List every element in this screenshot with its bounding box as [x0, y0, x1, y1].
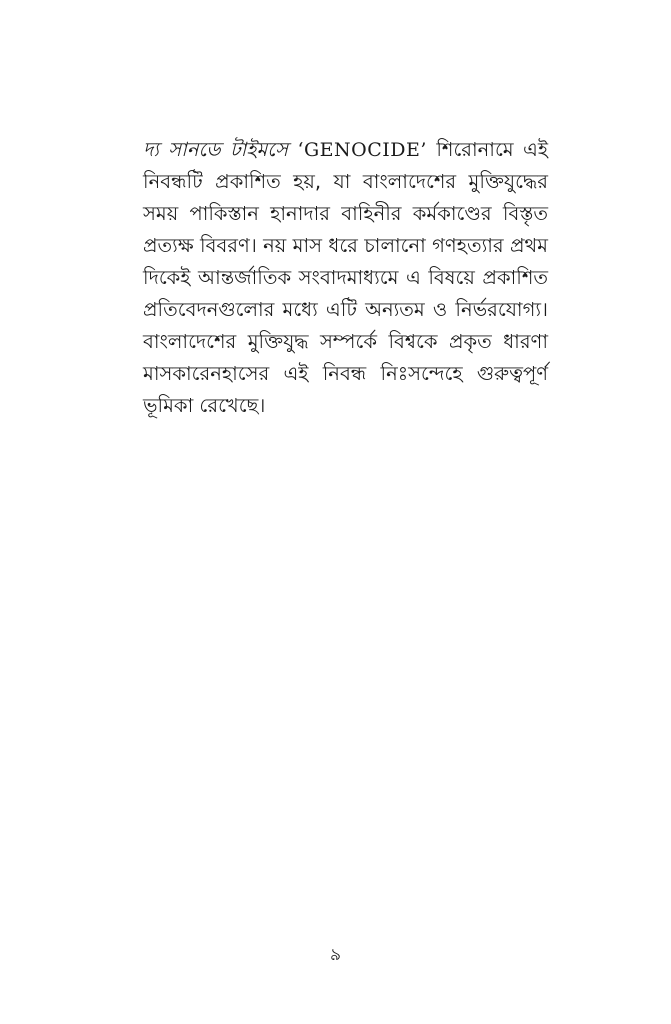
text-line-3: সময় পাকিস্তান হানাদার বাহিনীর কর্মকাণ্ডের বিস্তৃত	[143, 202, 548, 225]
publication-name: দ্য সানডে টাইমসে	[143, 138, 289, 161]
text-line-4: প্রত্যক্ষ বিবরণ। নয় মাস ধরে চালানো গণহত্যার প্রথম	[143, 234, 548, 257]
text-line-5: দিকেই আন্তর্জাতিক সংবাদমাধ্যমে এ বিষয়ে প্রকাশিত	[143, 266, 548, 289]
text-line-1-rest: শিরোনামে এই	[436, 138, 548, 161]
text-line-2: নিবন্ধটি প্রকাশিত হয়, যা বাংলাদেশের মুক্তিযুদ্ধের	[143, 170, 548, 193]
text-line-6: প্রতিবেদনগুলোর মধ্যে এটি অন্যতম ও নির্ভরযোগ্য।	[143, 298, 548, 321]
body-paragraph	[143, 134, 548, 422]
text-line-8: মাসকারেনহাসের এই নিবন্ধ নিঃসন্দেহে গুরুত্বপূর্ণ	[143, 362, 548, 385]
text-line-9: ভূমিকা রেখেছে।	[143, 394, 266, 417]
text-line-7: বাংলাদেশের মুক্তিযুদ্ধ সম্পর্কে বিশ্বকে প্রকৃত ধারণা	[143, 330, 548, 353]
text-line-1	[143, 134, 548, 166]
quoted-headline: ‘GENOCIDE’	[297, 139, 427, 161]
page-number: ৯	[329, 945, 342, 965]
